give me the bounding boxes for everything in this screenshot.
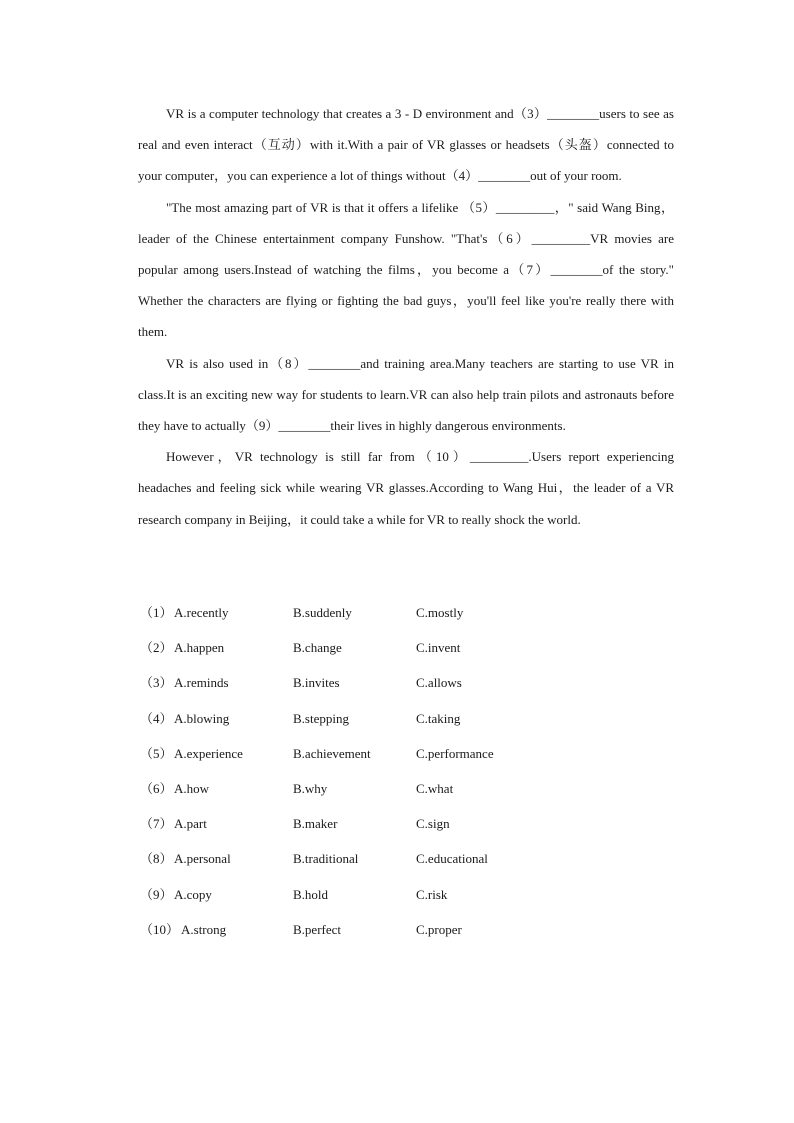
passage-paragraph-1: VR is a computer technology that creates a 3 - D environment and（3）________users to see as real and even interact（互动）with it.With a pair of VR glasses or headsets（头盔）connected to your computer，you can experience a lot of things without（4）________out of your room. [138, 106, 674, 184]
question-number: （10） [140, 921, 180, 937]
option-a: A.happen [174, 640, 225, 656]
option-c: C.proper [416, 921, 462, 937]
question-number: （7） [140, 816, 173, 832]
option-row-10 [140, 915, 640, 950]
option-row-8 [140, 844, 640, 879]
option-b: B.maker [293, 816, 338, 832]
option-b: B.suddenly [293, 605, 352, 620]
option-c: C.risk [416, 886, 448, 902]
question-number: （3） [140, 675, 173, 691]
option-b: B.stepping [293, 710, 349, 726]
option-b: B.hold [293, 886, 329, 902]
option-row-4 [140, 704, 640, 739]
option-row-9 [140, 880, 640, 915]
option-c: C.taking [416, 710, 461, 726]
option-a: A.how [174, 780, 210, 796]
option-a: A.reminds [174, 675, 229, 691]
option-c: C.invent [416, 640, 461, 656]
reading-passage [138, 98, 674, 535]
option-a: A.strong [181, 921, 227, 937]
option-row-1 [140, 598, 640, 633]
option-row-3 [140, 668, 640, 703]
option-row-5 [140, 739, 640, 774]
option-row-2 [140, 633, 640, 668]
option-a: A.personal [174, 851, 231, 867]
option-row-6 [140, 774, 640, 809]
option-b: B.achievement [293, 745, 371, 761]
question-number: （1） [140, 605, 173, 620]
answer-options [140, 598, 640, 950]
option-c: C.allows [416, 675, 462, 691]
option-c: C.performance [416, 745, 494, 761]
option-b: B.traditional [293, 851, 359, 867]
question-number: （2） [140, 640, 173, 656]
option-a: A.experience [174, 745, 243, 761]
option-c: C.what [416, 780, 454, 796]
option-b: B.invites [293, 675, 340, 691]
option-a: A.copy [174, 886, 212, 902]
passage-paragraph-2: "The most amazing part of VR is that it offers a lifelike （5）_________，" said Wang Bing，leader of the Chinese entertainment company Funshow. "That's（6）_________VR movies are popular among users.Instead of watching the films，you become a（7）________of the story." Whether the characters are flying or fighting the bad guys，you'll feel like you're really there with them. [138, 199, 674, 340]
option-a: A.recently [174, 605, 229, 620]
option-b: B.why [293, 780, 328, 796]
question-number: （9） [140, 886, 173, 902]
option-c: C.mostly [416, 605, 464, 620]
passage-paragraph-4: However，VR technology is still far from（10）_________.Users report experiencing headaches and feeling sick while wearing VR glasses.According to Wang Hui，the leader of a VR research company in Beijing，it could take a while for VR to really shock the world. [138, 449, 674, 527]
option-a: A.part [174, 816, 207, 832]
question-number: （8） [140, 851, 173, 867]
option-c: C.sign [416, 816, 450, 832]
option-b: B.change [293, 640, 342, 656]
question-number: （4） [140, 710, 173, 726]
option-a: A.blowing [174, 710, 230, 726]
question-number: （5） [140, 745, 173, 761]
question-number: （6） [140, 780, 173, 796]
option-row-7 [140, 809, 640, 844]
option-c: C.educational [416, 851, 488, 867]
passage-paragraph-3: VR is also used in（8）________and training area.Many teachers are starting to use VR in class.It is an exciting new way for students to learn.VR can also help train pilots and astronauts before they have to actually（9）________their lives in highly dangerous environments. [138, 355, 674, 434]
option-b: B.perfect [293, 921, 342, 937]
